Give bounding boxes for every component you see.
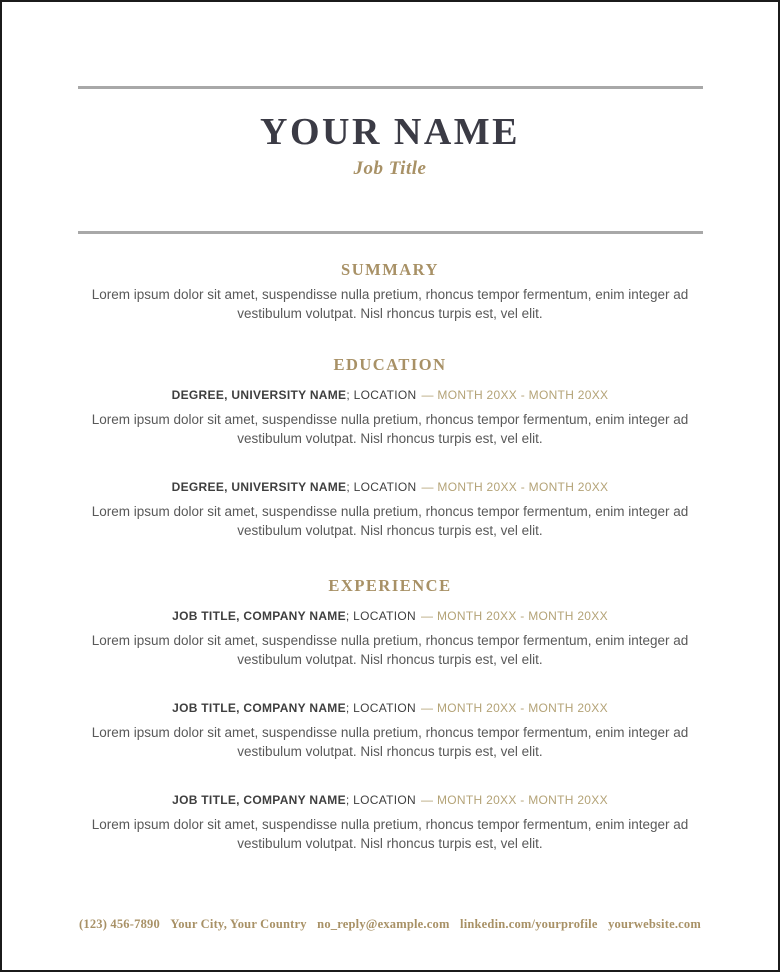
jobtitle-company-name: JOB TITLE, COMPANY NAME [172, 608, 346, 623]
entry-location: ; LOCATION [345, 608, 417, 623]
contact-footer [79, 917, 701, 932]
summary-entry [78, 285, 703, 323]
education-entry [78, 388, 703, 448]
entry-dates: — MONTH 20XX - MONTH 20XX [421, 700, 608, 715]
education-entry-title [78, 480, 703, 495]
section-experience [78, 576, 703, 853]
section-summary [78, 260, 703, 323]
degree-university-name: DEGREE, UNIVERSITY NAME [171, 387, 347, 402]
education-heading: EDUCATION [333, 355, 447, 375]
section-education [78, 355, 703, 540]
entry-dates: — MONTH 20XX - MONTH 20XX [421, 608, 608, 623]
entry-location: ; LOCATION [345, 792, 417, 807]
top-divider [78, 86, 703, 89]
experience-entry-text: Lorem ipsum dolor sit amet, suspendisse nulla pretium, rhoncus tempor fermentum, enim integer ad vestibulum volutpat. Nisl rhoncus turpis est, vel elit. [91, 816, 689, 851]
experience-entry-title [78, 609, 703, 624]
experience-entry-title [78, 701, 703, 716]
entry-location: ; LOCATION [346, 387, 417, 402]
entry-dates: — MONTH 20XX - MONTH 20XX [421, 792, 608, 807]
degree-university-name: DEGREE, UNIVERSITY NAME [171, 479, 347, 494]
experience-heading: EXPERIENCE [328, 575, 452, 595]
resume-header [78, 109, 703, 180]
footer-email[interactable]: no_reply@example.com [317, 917, 450, 931]
experience-entry-text: Lorem ipsum dolor sit amet, suspendisse nulla pretium, rhoncus tempor fermentum, enim integer ad vestibulum volutpat. Nisl rhoncus turpis est, vel elit. [91, 632, 689, 667]
summary-heading: SUMMARY [341, 260, 439, 280]
experience-entry [78, 701, 703, 761]
footer-phone: (123) 456-7890 [79, 917, 160, 931]
experience-entry [78, 793, 703, 853]
footer-website[interactable]: yourwebsite.com [608, 917, 701, 931]
name-heading: YOUR NAME [260, 111, 520, 153]
education-entry-text: Lorem ipsum dolor sit amet, suspendisse nulla pretium, rhoncus tempor fermentum, enim integer ad vestibulum volutpat. Nisl rhoncus turpis est, vel elit. [91, 411, 689, 446]
footer-location: Your City, Your Country [170, 917, 307, 931]
experience-entry-title [78, 793, 703, 808]
education-entry [78, 480, 703, 540]
job-title: Job Title [353, 157, 427, 179]
entry-location: ; LOCATION [345, 700, 417, 715]
education-entry-title [78, 388, 703, 403]
entry-location: ; LOCATION [346, 479, 417, 494]
experience-entry [78, 609, 703, 669]
entry-dates: — MONTH 20XX - MONTH 20XX [421, 387, 609, 402]
jobtitle-company-name: JOB TITLE, COMPANY NAME [172, 792, 346, 807]
resume-body [78, 260, 703, 852]
header-divider [78, 231, 703, 234]
education-entry-text: Lorem ipsum dolor sit amet, suspendisse nulla pretium, rhoncus tempor fermentum, enim integer ad vestibulum volutpat. Nisl rhoncus turpis est, vel elit. [91, 503, 689, 538]
footer-linkedin[interactable]: linkedin.com/yourprofile [460, 917, 598, 931]
experience-entry-text: Lorem ipsum dolor sit amet, suspendisse nulla pretium, rhoncus tempor fermentum, enim integer ad vestibulum volutpat. Nisl rhoncus turpis est, vel elit. [91, 724, 689, 759]
jobtitle-company-name: JOB TITLE, COMPANY NAME [172, 700, 346, 715]
summary-text: Lorem ipsum dolor sit amet, suspendisse nulla pretium, rhoncus tempor fermentum, enim integer ad vestibulum volutpat. Nisl rhoncus turpis est, vel elit. [91, 287, 689, 322]
entry-dates: — MONTH 20XX - MONTH 20XX [421, 479, 609, 494]
